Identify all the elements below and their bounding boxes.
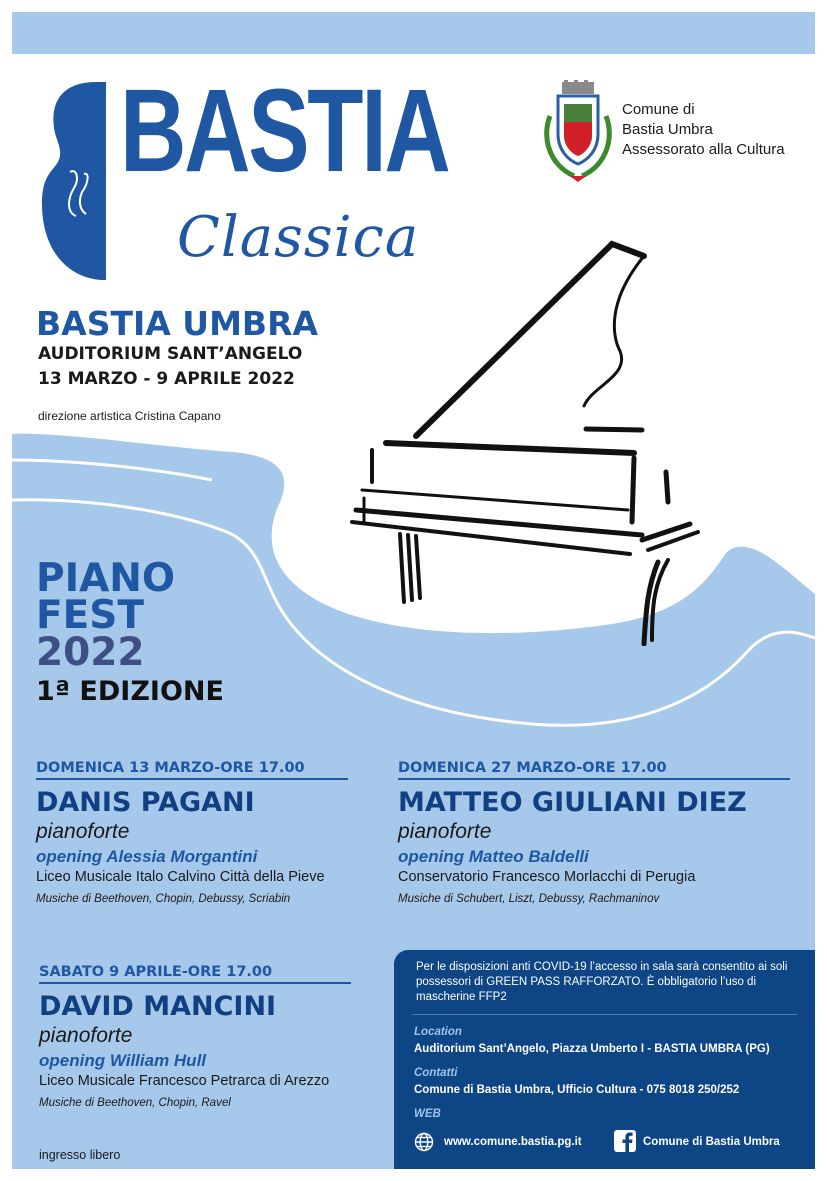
web-label: WEB <box>414 1108 441 1120</box>
organizer-line-3: Assessorato alla Cultura <box>622 141 785 158</box>
covid-notice: Per le disposizioni anti COVID-19 l’accesso in sala sarà consentito ai soli possessori di GREEN PASS RAFFORZATO. È obbligatorio l’uso di mascherine FFP2 <box>416 961 788 1003</box>
artist-instrument: pianoforte <box>36 819 130 843</box>
contacts-label: Contatti <box>414 1067 458 1079</box>
artist-instrument: pianoforte <box>398 819 492 843</box>
municipal-crest-icon <box>540 80 616 184</box>
festival-name-line1: PIANO <box>36 556 176 601</box>
event-dates: 13 MARZO - 9 APRILE 2022 <box>38 369 295 389</box>
opening-artist: opening Matteo Baldelli <box>398 846 589 866</box>
info-box <box>394 950 815 1169</box>
concert-date: DOMENICA 13 MARZO-ORE 17.00 <box>36 761 348 780</box>
facebook-icon <box>614 1130 636 1152</box>
program-text: Musiche di Beethoven, Chopin, Debussy, Scriabin <box>36 893 291 905</box>
concert-card-2 <box>398 761 790 906</box>
grand-piano-icon <box>342 226 702 646</box>
festival-title-main: BASTIA <box>120 65 449 197</box>
contacts-value: Comune di Bastia Umbra, Ufficio Cultura - 075 8018 250/252 <box>414 1084 740 1096</box>
opening-artist: opening Alessia Morgantini <box>36 846 258 866</box>
violin-silhouette-icon <box>36 80 116 282</box>
location-label: Location <box>414 1026 462 1038</box>
concert-date: SABATO 9 APRILE-ORE 17.00 <box>39 965 351 984</box>
festival-edition: 1ª EDIZIONE <box>36 676 224 707</box>
facebook-link[interactable]: Comune di Bastia Umbra <box>643 1136 780 1148</box>
concert-card-1 <box>36 761 348 906</box>
globe-icon <box>414 1132 434 1152</box>
festival-title-script: Classica <box>177 205 420 270</box>
info-divider <box>412 1014 797 1015</box>
poster <box>12 12 815 1169</box>
school-name: Conservatorio Francesco Morlacchi di Perugia <box>398 868 696 885</box>
program-text: Musiche di Schubert, Liszt, Debussy, Rachmaninov <box>398 893 660 905</box>
school-name: Liceo Musicale Francesco Petrarca di Arezzo <box>39 1072 330 1089</box>
concert-date: DOMENICA 27 MARZO-ORE 17.00 <box>398 761 790 780</box>
artist-name: DAVID MANCINI <box>39 990 277 1022</box>
website-link[interactable]: www.comune.bastia.pg.it <box>444 1136 582 1148</box>
school-name: Liceo Musicale Italo Calvino Città della Pieve <box>36 868 325 885</box>
event-venue: AUDITORIUM SANT’ANGELO <box>38 344 303 364</box>
organizer-block <box>622 100 785 160</box>
program-text: Musiche di Beethoven, Chopin, Ravel <box>39 1097 231 1109</box>
festival-year: 2022 <box>36 630 145 675</box>
artist-name: MATTEO GIULIANI DIEZ <box>398 786 747 818</box>
artistic-direction: direzione artistica Cristina Capano <box>38 409 221 423</box>
location-value: Auditorium Sant’Angelo, Piazza Umberto I - BASTIA UMBRA (PG) <box>414 1043 770 1055</box>
entry-note: ingresso libero <box>39 1148 121 1162</box>
festival-name-line2: FEST <box>36 593 144 638</box>
concert-card-3 <box>39 965 351 1110</box>
event-city: BASTIA UMBRA <box>36 304 319 343</box>
organizer-line-2: Bastia Umbra <box>622 121 713 138</box>
artist-instrument: pianoforte <box>39 1023 133 1047</box>
opening-artist: opening William Hull <box>39 1050 207 1070</box>
organizer-line-1: Comune di <box>622 101 695 118</box>
artist-name: DANIS PAGANI <box>36 786 255 818</box>
